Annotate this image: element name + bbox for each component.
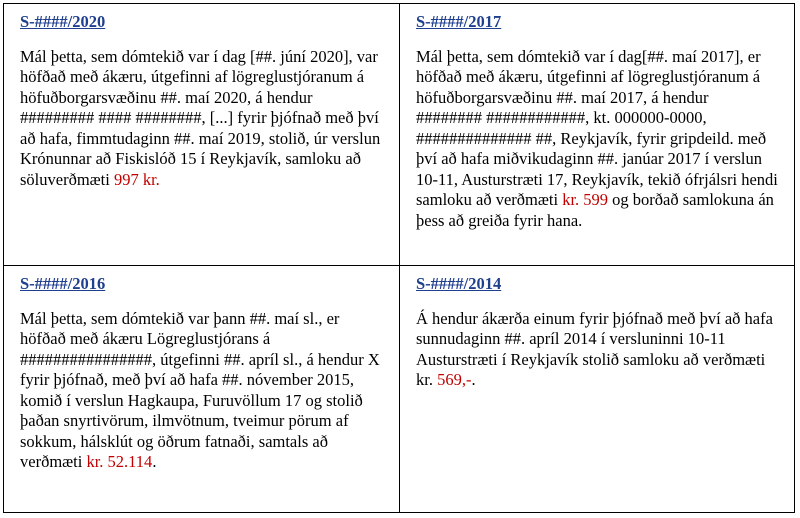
stolen-amount: 569,- (437, 370, 472, 389)
case-cell-2014 (400, 266, 794, 512)
case-text (416, 47, 778, 232)
case-description-end: og borðað samlokuna án þess að greiða fyrir hana. (416, 190, 774, 230)
case-comparison-table (3, 3, 795, 513)
case-cell-2020 (4, 4, 400, 266)
case-text (416, 309, 778, 391)
case-cell-2016 (4, 266, 400, 512)
case-description: Mál þetta, sem dómtekið var þann ##. maí sl., er höfðað með ákæru Lögreglustjórans á ################, útgefinni ##. apríl sl., á hendur X fyrir þjófnað, með því að hafa ##. nóvember 2015, komið í verslun Hagkaupa, Furuvöllum 17 og stolið þaðan snyrtivörum, ilmvötnum, tveimur pörum af sokkum, hálsklút og öðrum fatnaði, samtals að verðmæti (20, 308, 380, 471)
case-id: S-####/2020 (20, 12, 106, 31)
case-cell-2017 (400, 4, 794, 266)
case-description: Mál þetta, sem dómtekið var í dag [##. júní 2020], var höfðað með ákæru, útgefinni af lögreglustjóranum á höfuðborgarsvæðinu ##. maí 2020, á hendur ######### #### ########, [...] fyrir þjófnað með því að hafa, fimmtudaginn ##. maí 2019, stolið, úr verslun Krónunnar að Fiskislóð 15 í Reykjavík, samloku að söluverðmæti (20, 46, 381, 189)
case-id: S-####/2017 (416, 12, 502, 31)
case-text (20, 47, 383, 191)
case-description-end: . (471, 370, 476, 389)
stolen-amount: kr. 599 (562, 190, 609, 209)
case-id: S-####/2016 (20, 274, 106, 293)
stolen-amount: kr. 52.114 (86, 452, 153, 471)
case-description-end: . (152, 452, 157, 471)
case-id: S-####/2014 (416, 274, 502, 293)
case-text (20, 309, 383, 473)
case-description: Á hendur ákærða einum fyrir þjófnað með því að hafa sunnudaginn ##. apríl 2014 í versluninni 10-11 Austurstræti í Reykjavík stolið samloku að verðmæti kr. (416, 308, 773, 389)
case-description: Mál þetta, sem dómtekið var í dag[##. maí 2017], er höfðað með ákæru, útgefinni af lögreglustjóranum á höfuðborgarsvæðinu ##. maí 2017, á hendur ######## ############, kt. 000000-0000, ############## ##, Reykjavík, fyrir gripdeild. með því að hafa miðvikudaginn ##. janúar 2017 í verslun 10-11, Austurstræti 17, Reykjavík, tekið ófrjálsri hendi samloku að verðmæti (416, 46, 778, 209)
stolen-amount: 997 kr. (113, 169, 160, 189)
